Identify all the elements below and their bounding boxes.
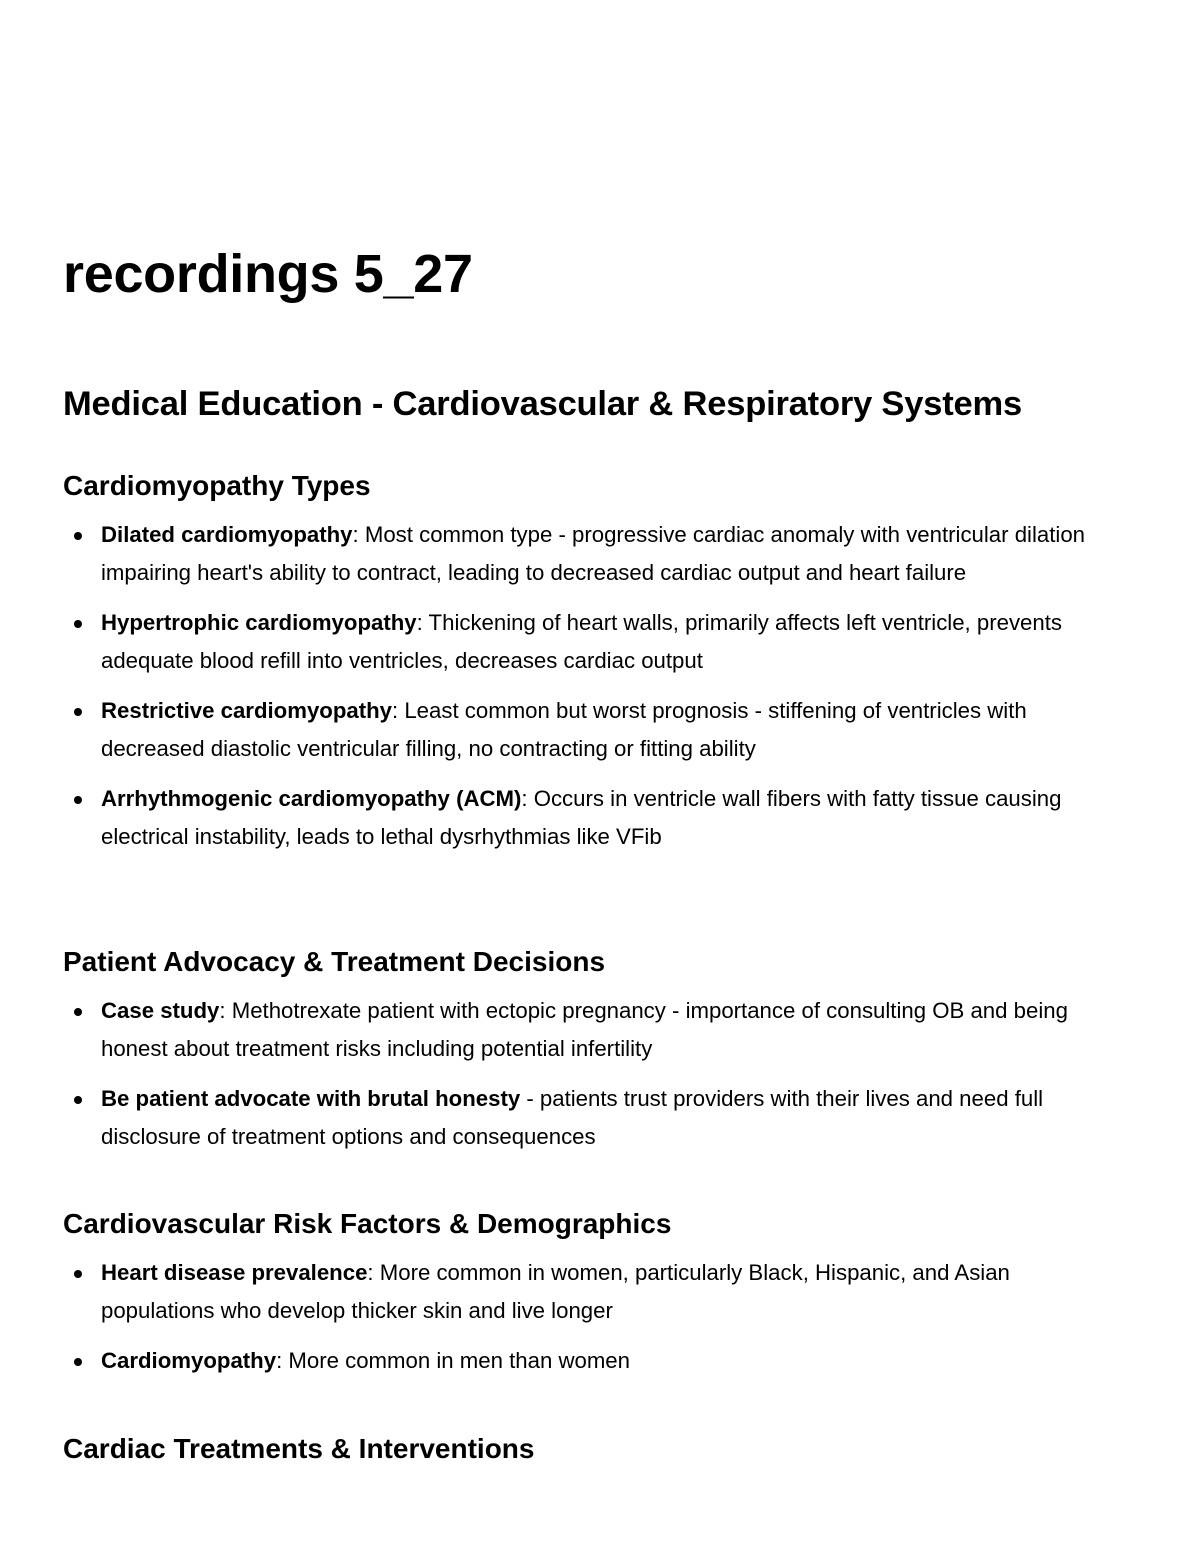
bullet-term: Dilated cardiomyopathy [101,522,353,547]
section-patient-advocacy [63,944,1123,1168]
bullet-text: : More common in women, particularly Black, Hispanic, and Asian populations who develop thicker skin and live longer [101,1260,1010,1323]
section-cardiomyopathy-types [63,468,1123,868]
list-item [63,604,1123,680]
bullet-term: Arrhythmogenic cardiomyopathy (ACM) [101,786,522,811]
list-item [63,516,1123,592]
list-item [63,992,1123,1068]
section-heading: Cardiomyopathy Types [63,470,371,501]
main-heading: Medical Education - Cardiovascular & Respiratory Systems [63,385,1022,423]
bullet-term: Hypertrophic cardiomyopathy [101,610,417,635]
bullet-text: : Methotrexate patient with ectopic pregnancy - importance of consulting OB and being honest about treatment risks including potential infertility [101,998,1068,1061]
list-item [63,1080,1123,1156]
list-item [63,1342,1123,1380]
list-item [63,780,1123,856]
bullet-text: : Occurs in ventricle wall fibers with fatty tissue causing electrical instability, leads to lethal dysrhythmias like VFib [101,786,1062,849]
section-cardiac-treatments [63,1431,1123,1467]
bullet-list [63,992,1123,1156]
list-item [63,1254,1123,1330]
bullet-term: Cardiomyopathy [101,1348,277,1373]
bullet-text: - patients trust providers with their lives and need full disclosure of treatment options and consequences [101,1086,1044,1149]
bullet-list [63,516,1123,856]
section-heading: Cardiovascular Risk Factors & Demographics [63,1208,672,1239]
bullet-text: : More common in men than women [276,1348,630,1373]
section-heading: Patient Advocacy & Treatment Decisions [63,946,606,977]
section-heading: Cardiac Treatments & Interventions [63,1433,535,1464]
bullet-term: Restrictive cardiomyopathy [101,698,393,723]
section-risk-factors [63,1206,1123,1392]
bullet-text: : Least common but worst prognosis - stiffening of ventricles with decreased diastolic ventricular filling, no contracting or fitting ability [101,698,1027,761]
document-title: recordings 5_27 [63,244,473,304]
bullet-term: Heart disease prevalence [101,1260,368,1285]
bullet-list [63,1254,1123,1380]
bullet-term: Case study [101,998,220,1023]
bullet-text: : Thickening of heart walls, primarily affects left ventricle, prevents adequate blood refill into ventricles, decreases cardiac output [101,610,1062,673]
bullet-term: Be patient advocate with brutal honesty [101,1086,521,1111]
bullet-text: : Most common type - progressive cardiac anomaly with ventricular dilation impairing heart's ability to contract, leading to decreased cardiac output and heart failure [101,522,1086,585]
list-item [63,692,1123,768]
